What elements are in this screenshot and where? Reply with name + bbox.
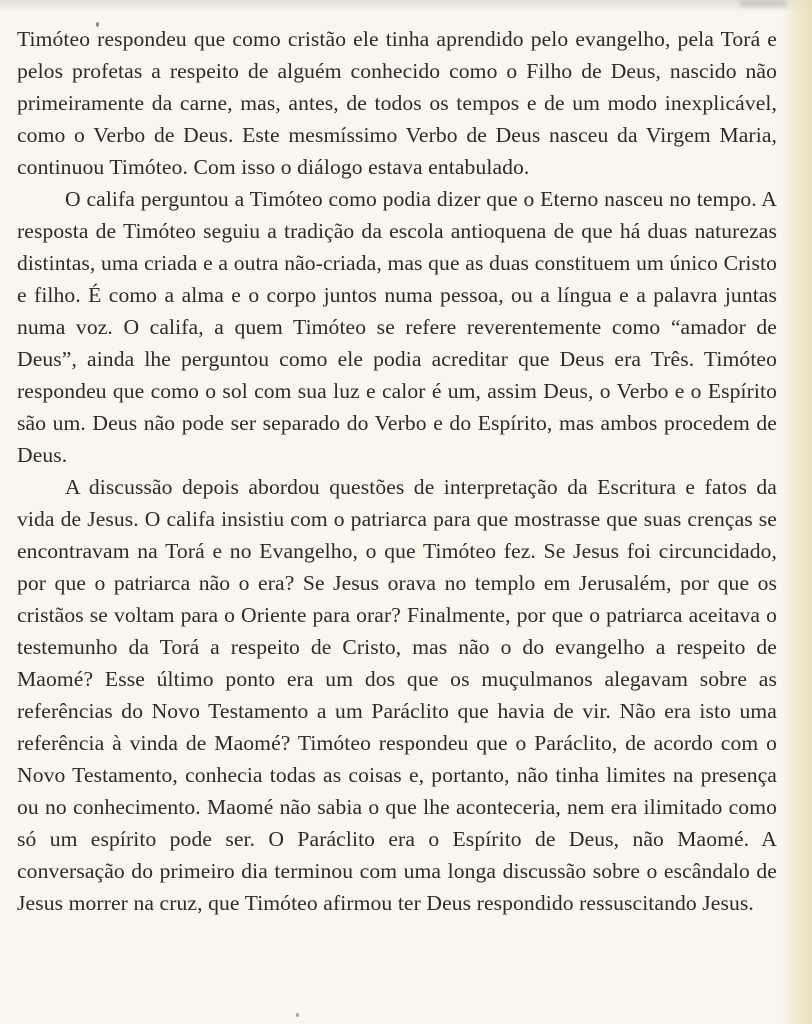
paragraph-3: A discussão depois abordou questões de interpretação da Escritura e fatos da vida de Jesus. O califa insistiu com o patriarca para que mostrasse que suas crenças se encontravam na Torá e no Evangelho, o que Timóteo fez. Se Jesus foi circuncidado, por que o patriarca não o era? Se Jesus orava no templo em Jerusalém, por que os cristãos se voltam para o Oriente para orar? Finalmente, por que o patriarca aceitava o testemunho da Torá a respeito de Cristo, mas não o do evangelho a respeito de Maomé? Esse último ponto era um dos que os muçulmanos alegavam sobre as referências do Novo Testamento a um Paráclito que havia de vir. Não era isto uma referência à vinda de Maomé? Timóteo respondeu que o Paráclito, de acordo com o Novo Testamento, conhecia todas as coisas e, portanto, não tinha limites na presença ou no conhecimento. Maomé não sabia o que lhe aconteceria, nem era ilimitado como só um espírito pode ser. O Paráclito era o Espírito de Deus, não Maomé. A conversação do primeiro dia terminou com uma longa discussão sobre o escândalo de Jesus morrer na cruz, que Timóteo afirmou ter Deus respondido ressuscitando Jesus. — [17, 475, 777, 915]
paragraph-1: Timóteo respondeu que como cristão ele tinha aprendido pelo evangelho, pela Torá e pelos profetas a respeito de alguém conhecido como o Filho de Deus, nascido não primeiramente da carne, mas, antes, de todos os tempos e de um modo inexplicável, como o Verbo de Deus. Este mesmíssimo Verbo de Deus nasceu da Virgem Maria, continuou Timóteo. Com isso o diálogo estava entabulado. — [17, 27, 777, 179]
scan-noise-speck — [96, 22, 99, 27]
page-text-block — [17, 23, 777, 919]
scan-right-edge-shading — [782, 0, 812, 1024]
paragraph-2: O califa perguntou a Timóteo como podia dizer que o Eterno nasceu no tempo. A resposta de Timóteo seguiu a tradição da escola antioquena de que há duas naturezas distintas, uma criada e a outra não-criada, mas que as duas constituem um único Cristo e filho. É como a alma e o corpo juntos numa pessoa, ou a língua e a palavra juntas numa voz. O califa, a quem Timóteo se refere reverentemente como “amador de Deus”, ainda lhe perguntou como ele podia acreditar que Deus era Três. Timóteo respondeu que como o sol com sua luz e calor é um, assim Deus, o Verbo e o Espírito são um. Deus não pode ser separado do Verbo e do Espírito, mas ambos procedem de Deus. — [17, 187, 777, 467]
scan-top-edge-shadow — [0, 0, 812, 12]
scan-corner-smudge — [740, 0, 786, 7]
scan-noise-speck — [296, 1013, 299, 1017]
